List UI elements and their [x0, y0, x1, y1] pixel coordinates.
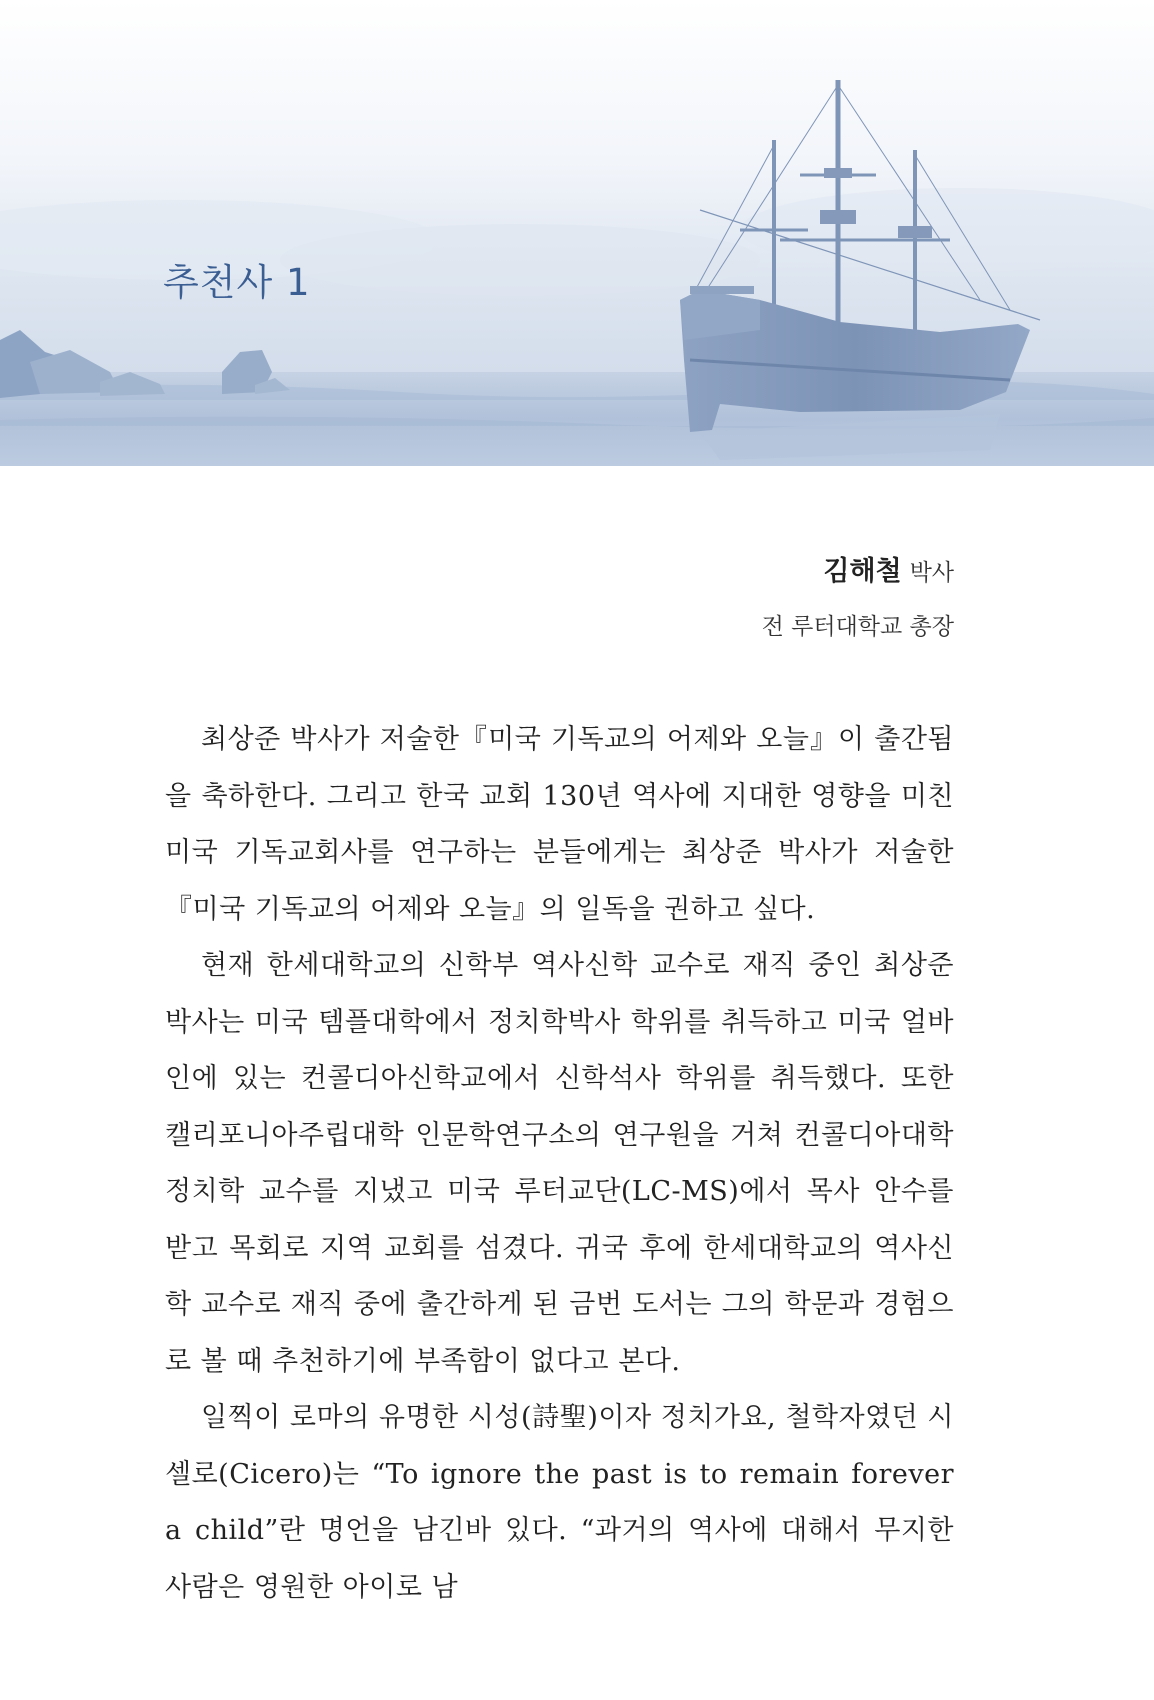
author-role: 전 루터대학교 총장: [761, 614, 954, 640]
header-banner: [0, 0, 1154, 466]
paragraph-2: 현재 한세대학교의 신학부 역사신학 교수로 재직 중인 최상준 박사는 미국 템플대학에서 정치학박사 학위를 취득하고 미국 얼바인에 있는 컨콜디아신학교에서 신학석사 학위를 취득했다. 또한 캘리포니아주립대학 인문학연구소의 연구원을 거쳐 컨콜디아대학 정치학 교수를 지냈고 미국 루터교단(LC-MS)에서 목사 안수를 받고 목회로 지역 교회를 섬겼다. 귀국 후에 한세대학교의 역사신학 교수로 재직 중에 출간하게 된 금번 도서는 그의 학문과 경험으로 볼 때 추천하기에 부족함이 없다고 본다.: [165, 950, 954, 1377]
sailing-ship-illustration: [0, 0, 1154, 466]
author-line: [762, 552, 954, 593]
paragraph-3: 일찍이 로마의 유명한 시성(詩聖)이자 정치가요, 철학자였던 시셀로(Cicero)는 “To ignore the past is to remain forever a child”란 명언을 남긴바 있다. “과거의 역사에 대해서 무지한 사람은 영원한 아이로 남: [165, 1402, 954, 1603]
body-text: [165, 712, 954, 1616]
paragraph-1: 최상준 박사가 저술한『미국 기독교의 어제와 오늘』이 출간됨을 축하한다. 그리고 한국 교회 130년 역사에 지대한 영향을 미친 미국 기독교회사를 연구하는 분들에게는 최상준 박사가 저술한『미국 기독교의 어제와 오늘』의 일독을 권하고 싶다.: [165, 724, 954, 925]
author-title-suffix: 박사: [909, 560, 954, 586]
author-block: [762, 552, 954, 670]
author-name: 김해철: [823, 556, 902, 587]
chapter-title: 추천사 1: [163, 261, 311, 304]
